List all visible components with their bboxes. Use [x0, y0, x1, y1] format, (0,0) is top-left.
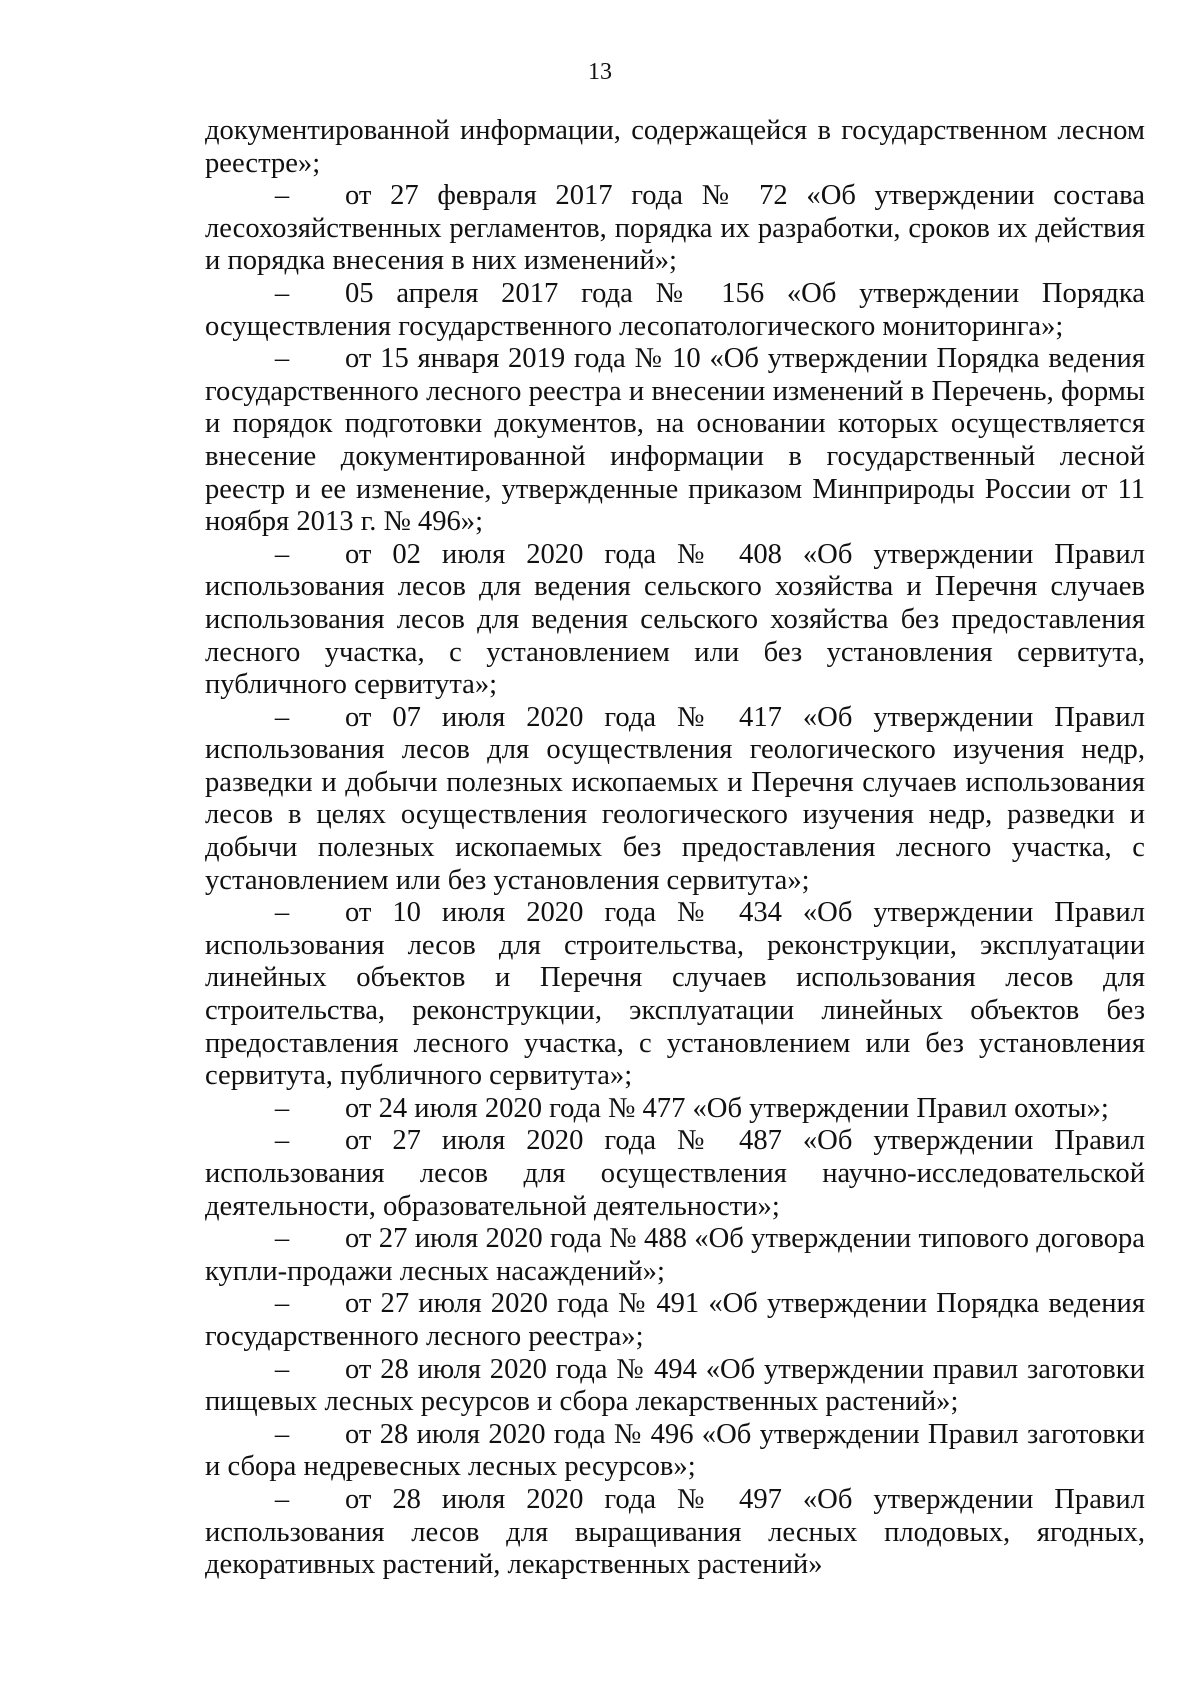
list-marker: –: [274, 897, 290, 929]
list-marker: –: [274, 1223, 290, 1255]
list-item-text: от 27 июля 2020 года № 488 «Об утверждении типового договора купли-продажи лесных насаждений»;: [205, 1223, 1145, 1287]
list-marker: –: [274, 180, 290, 212]
list-item-text: от 02 июля 2020 года № 408 «Об утверждении Правил использования лесов для ведения сельского хозяйства и Перечня случаев использования лесов для ведения сельского хозяйства без предоставления лесного участка, с установлением или без установления сервитута, публичного сервитута»;: [205, 538, 1145, 701]
list-item: [205, 1419, 1145, 1484]
list-item: [205, 343, 1145, 539]
list-item: [205, 1288, 1145, 1353]
list-item: [205, 1223, 1145, 1288]
list-item-text: от 28 июля 2020 года № 496 «Об утверждении Правил заготовки и сбора недревесных лесных ресурсов»;: [205, 1418, 1145, 1483]
list-item: [205, 1354, 1145, 1419]
list-item: [205, 1093, 1145, 1126]
document-body: [205, 115, 1145, 1582]
list-item-text: от 28 июля 2020 года № 497 «Об утверждении Правил использования лесов для выращивания лесных плодовых, ягодных, декоративных растений, лекарственных растений»: [205, 1483, 1145, 1581]
intro-paragraph: документированной информации, содержащейся в государственном лесном реестре»;: [205, 115, 1145, 179]
page-number: 13: [588, 59, 612, 85]
list-item: [205, 897, 1145, 1093]
list-marker: –: [274, 1353, 290, 1385]
list-marker: –: [274, 343, 290, 375]
list-item-text: от 24 июля 2020 года № 477 «Об утверждении Правил охоты»;: [345, 1092, 1109, 1124]
list-marker: –: [274, 1418, 290, 1450]
list-item-text: от 27 июля 2020 года № 491 «Об утверждении Порядка ведения государственного лесного реестра»;: [205, 1288, 1145, 1352]
list-item-text: от 28 июля 2020 года № 494 «Об утверждении правил заготовки пищевых лесных ресурсов и сбора лекарственных растений»;: [205, 1353, 1145, 1418]
list-item: [205, 539, 1145, 702]
list-marker: –: [274, 1483, 290, 1515]
list-marker: –: [274, 1288, 290, 1320]
list-item: [205, 1125, 1145, 1223]
list-marker: –: [274, 1092, 290, 1124]
list-marker: –: [274, 1125, 290, 1157]
list-item-text: от 10 июля 2020 года № 434 «Об утверждении Правил использования лесов для строительства, реконструкции, эксплуатации линейных объектов и Перечня случаев использования лесов для строительства, реконструкции, эксплуатации линейных объектов без предоставления лесного участка, с установлением или без установления сервитута, публичного сервитута»;: [205, 897, 1145, 1092]
list-item-text: от 27 февраля 2017 года № 72 «Об утверждении состава лесохозяйственных регламентов, порядка их разработки, сроков их действия и порядка внесения в них изменений»;: [205, 180, 1145, 277]
list-marker: –: [274, 538, 290, 570]
list-item-text: от 27 июля 2020 года № 487 «Об утверждении Правил использования лесов для осуществления научно-исследовательской деятельности, образовательной деятельности»;: [205, 1125, 1145, 1222]
list-item: [205, 702, 1145, 898]
list-item-text: от 15 января 2019 года № 10 «Об утверждении Порядка ведения государственного лесного реестра и внесении изменений в Перечень, формы и порядок подготовки документов, на основании которых осуществляется внесение документированной информации в государственный лесной реестр и ее изменение, утвержденные приказом Минприроды России от 11 ноября 2013 г. № 496»;: [205, 343, 1145, 538]
list-item-text: от 07 июля 2020 года № 417 «Об утверждении Правил использования лесов для осуществления геологического изучения недр, разведки и добычи полезных ископаемых и Перечня случаев использования лесов в целях осуществления геологического изучения недр, разведки и добычи полезных ископаемых без предоставления лесного участка, с установлением или без установления сервитута»;: [205, 701, 1145, 896]
list-marker: –: [274, 277, 290, 309]
list-item: [205, 180, 1145, 278]
list-item-text: 05 апреля 2017 года № 156 «Об утверждении Порядка осуществления государственного лесопатологического мониторинга»;: [205, 277, 1145, 342]
list-item: [205, 278, 1145, 343]
list-item: [205, 1484, 1145, 1582]
list-marker: –: [274, 701, 290, 733]
